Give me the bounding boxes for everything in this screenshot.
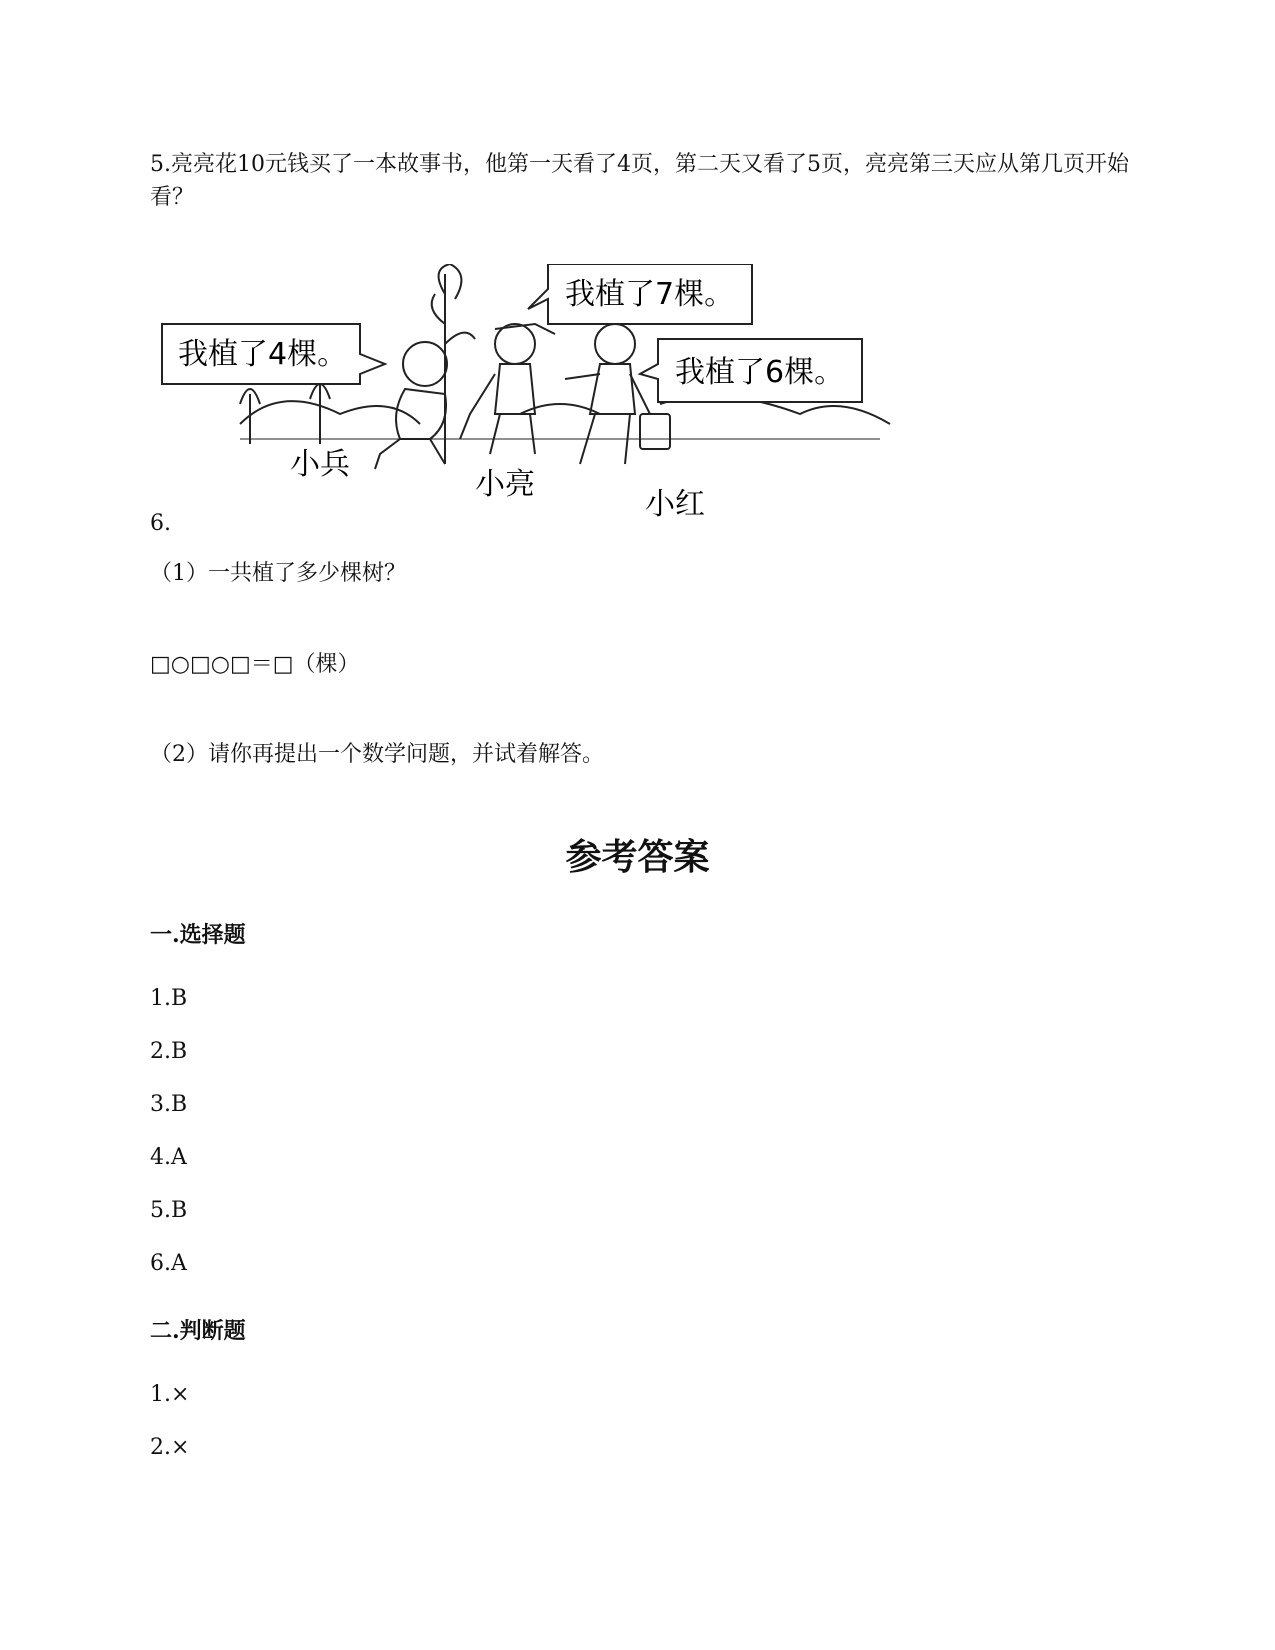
answer-item: 4.A bbox=[150, 1145, 187, 1170]
question-6-number: 6. bbox=[150, 511, 171, 536]
name-right-label: 小红 bbox=[645, 487, 705, 522]
question-5: 5.亮亮花10元钱买了一本故事书，他第一天看了4页，第二天又看了5页，亮亮第三天应从第几页开始看？ bbox=[150, 152, 1129, 210]
bubble-left-text: 我植了4棵。 bbox=[178, 337, 348, 372]
question-6-sub1: （1）一共植了多少棵树？ bbox=[150, 561, 406, 586]
answer-item: 2.× bbox=[150, 1435, 190, 1460]
answer-item: 2.B bbox=[150, 1039, 188, 1064]
answer-item: 1.B bbox=[150, 986, 188, 1011]
section-heading-judgment: 二.判断题 bbox=[150, 1318, 246, 1344]
tree-planting-illustration bbox=[160, 264, 905, 534]
bubble-right-text: 我植了6棵。 bbox=[675, 355, 845, 390]
answer-item: 5.B bbox=[150, 1198, 188, 1223]
question-6-sub2: （2）请你再提出一个数学问题，并试着解答。 bbox=[150, 742, 604, 767]
section-heading-choice: 一.选择题 bbox=[150, 922, 246, 948]
name-left-label: 小兵 bbox=[290, 447, 350, 482]
question-6-formula: □○□○□＝□（棵） bbox=[150, 652, 360, 677]
answer-item: 1.× bbox=[150, 1382, 190, 1407]
answer-item: 3.B bbox=[150, 1092, 188, 1117]
answer-item: 6.A bbox=[150, 1251, 187, 1276]
name-middle-label: 小亮 bbox=[475, 467, 535, 502]
answers-title: 参考答案 bbox=[565, 836, 710, 878]
bubble-middle-text: 我植了7棵。 bbox=[565, 277, 735, 312]
